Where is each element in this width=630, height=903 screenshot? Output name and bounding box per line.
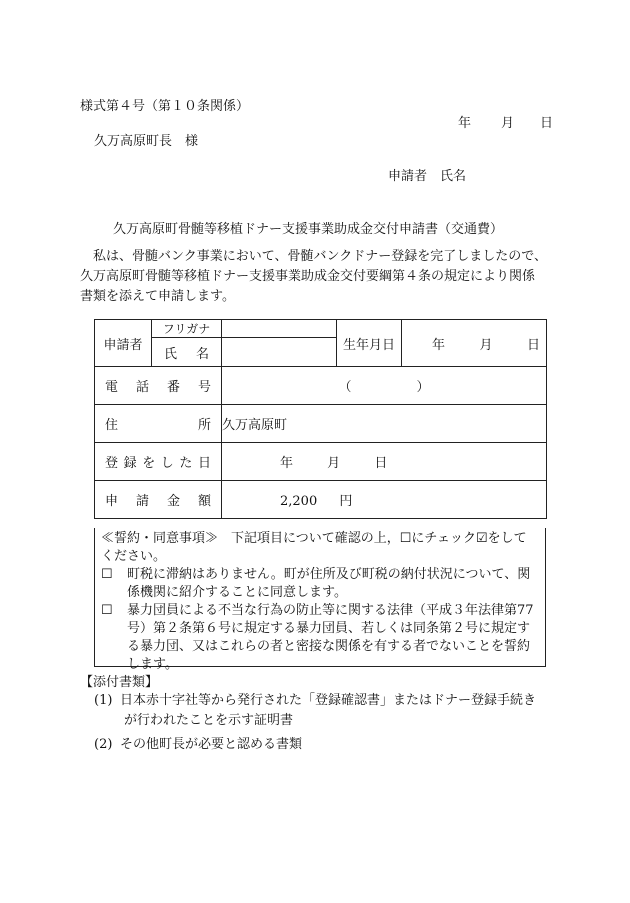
applicant-name-label: 申請者 氏名 [388,169,467,184]
attachment-1-text-cont: が行われたことを示す証明書 [124,713,294,728]
antigang-pledge-text: 暴力団員による不当な行為の防止等に関する法律（平成３年法律第77号）第２条第６号に規定する暴力団員、若しくは同条第２号に規定する暴力団、又はこれらの者と密接な関係を有する者でないことを誓約します。 [127,603,534,672]
declaration-line-2: 久万高原町骨髄等移植ドナー支援事業助成金交付要綱第４条の規定により関係 [80,269,536,284]
attachment-1-text: 日本赤十字社等から発行された「登録確認書」またはドナー登録手続き [120,693,537,708]
tax-consent-checkbox[interactable]: ☐ [101,567,113,582]
attachment-item-1 [94,691,554,731]
birthdate-field[interactable] [402,320,547,367]
tax-consent-text: 町税に滞納はありません。町が住所及び町税の納付状況について、関係機関に紹介することに同意します。 [127,567,531,600]
declaration-line-3: 書類を添えて申請します。 [80,289,235,304]
pledge-item-tax [101,566,539,602]
amount-value: 2,200 [280,494,318,509]
attachment-item-2 [94,733,302,752]
declaration-line-1: 私は、骨髄バンク事業において、骨髄バンクドナー登録を完了しましたので、 [93,249,547,264]
applicant-label: 申請者 [95,320,152,367]
attachment-1-number: (1) [94,693,113,708]
date-day-label: 日 [540,116,554,131]
attachments-heading: 【添付書類】 [80,675,159,690]
phone-label: 電 話 番 号 [95,367,222,405]
reg-day-label: 日 [374,456,388,471]
amount-label: 申 請 金 額 [95,481,222,519]
pledge-heading-cont: ください。 [101,549,167,564]
declaration-text [80,247,552,307]
name-field[interactable] [222,338,337,367]
registration-date-label: 登 録 を し た 日 [95,443,222,481]
address-field[interactable]: 久万高原町 [222,405,547,443]
document-title: 久万高原町骨髄等移植ドナー支援事業助成金交付申請書（交通費） [113,222,504,237]
application-form-table [94,319,547,519]
name-label: 氏 名 [152,338,222,367]
registration-date-field[interactable] [222,443,547,481]
birthdate-label: 生年月日 [337,320,402,367]
date-year-label: 年 [458,116,472,131]
amount-unit: 円 [339,494,353,509]
furigana-field[interactable] [222,320,337,338]
antigang-pledge-checkbox[interactable]: ☐ [101,603,113,618]
birth-day-label: 日 [526,337,540,353]
reg-year-label: 年 [280,456,294,471]
amount-field [222,481,547,519]
address-label: 住 所 [95,405,222,443]
attachment-2-text: その他町長が必要と認める書類 [120,737,303,752]
reg-month-label: 月 [327,456,341,471]
recipient: 久万高原町長 様 [94,134,199,149]
birth-year-label: 年 [432,337,446,353]
birth-month-label: 月 [479,337,493,353]
attachment-2-number: (2) [94,737,113,752]
date-month-label: 月 [501,116,515,131]
pledge-consent-section [94,528,546,672]
phone-field[interactable]: （ ） [222,367,547,405]
furigana-label: フリガナ [152,320,222,338]
pledge-item-antigang [101,602,539,674]
pledge-heading: ≪誓約・同意事項≫ 下記項目について確認の上，☐にチェック☑をして [101,531,527,546]
form-number: 様式第４号（第１０条関係） [80,99,250,114]
